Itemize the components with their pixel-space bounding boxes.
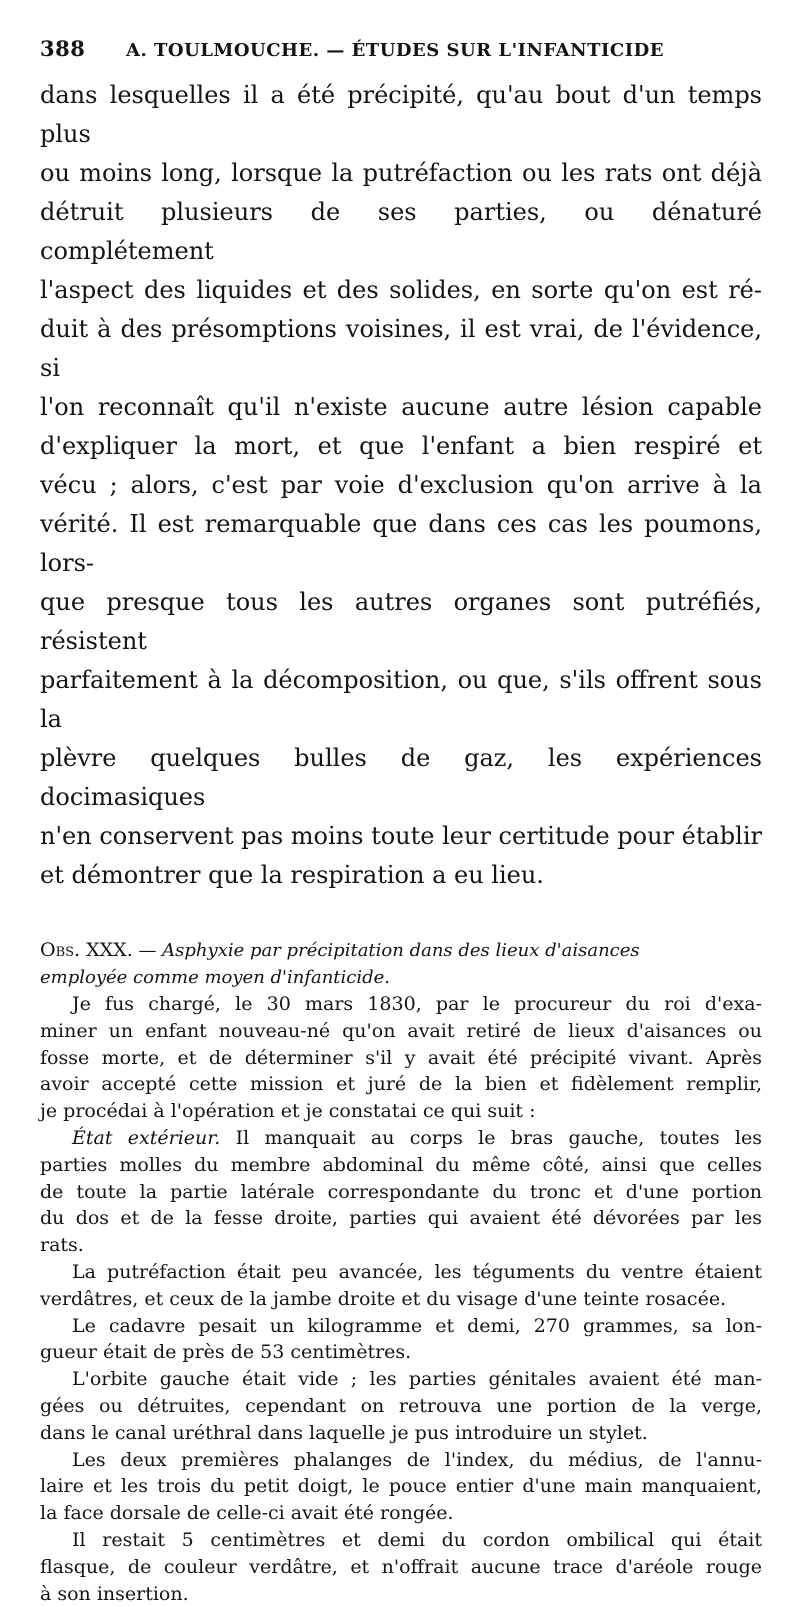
observation-body bbox=[40, 991, 762, 1607]
body-line bbox=[40, 1527, 762, 1554]
body-line-text: flasque, de couleur verdâtre, et n'offrait aucune trace d'aréole rouge bbox=[40, 1555, 762, 1578]
body-line-text: de toute la partie latérale correspondante du tronc et d'une portion bbox=[40, 1180, 762, 1203]
body-line-text: gueur était de près de 53 centimètres. bbox=[40, 1341, 412, 1364]
section-label: État extérieur. bbox=[72, 1126, 221, 1149]
text-line: dans lesquelles il a été précipité, qu'au bout d'un temps plus bbox=[40, 81, 762, 148]
text-line: vécu ; alors, c'est par voie d'exclusion qu'on arrive à la bbox=[40, 471, 762, 499]
body-line bbox=[40, 1071, 762, 1098]
text-line: l'aspect des liquides et des solides, en sorte qu'on est ré- bbox=[40, 276, 762, 304]
body-line bbox=[40, 1286, 762, 1313]
body-line bbox=[40, 1581, 762, 1607]
text-line: parfaitement à la décomposition, ou que, s'ils offrent sous la bbox=[40, 666, 762, 733]
text-line: que presque tous les autres organes sont putréfiés, résistent bbox=[40, 588, 762, 655]
body-line-text: à son insertion. bbox=[40, 1582, 189, 1605]
body-line-text: rats. bbox=[40, 1234, 84, 1257]
text-line: duit à des présomptions voisines, il est vrai, de l'évidence, si bbox=[40, 315, 762, 382]
body-line-text: La putréfaction était peu avancée, les téguments du ventre étaient bbox=[72, 1260, 762, 1283]
body-line bbox=[40, 1339, 762, 1366]
body-line bbox=[40, 1152, 762, 1179]
body-line-text: miner un enfant nouveau-né qu'on avait retiré de lieux d'aisances ou bbox=[40, 1019, 762, 1042]
body-line-text: gées ou détruites, cependant on retrouva une portion de la verge, bbox=[40, 1394, 762, 1417]
body-line-text: la face dorsale de celle-ci avait été rongée. bbox=[40, 1502, 454, 1525]
observation-label: Obs. XXX. bbox=[40, 939, 133, 961]
observation-heading-line bbox=[40, 937, 762, 964]
text-line: n'en conservent pas moins toute leur certitude pour établir bbox=[40, 822, 762, 850]
body-line bbox=[40, 1259, 762, 1286]
observation-title: — Asphyxie par précipitation dans des lieux d'aisances bbox=[132, 940, 640, 961]
text-line: vérité. Il est remarquable que dans ces cas les poumons, lors- bbox=[40, 510, 762, 577]
body-line bbox=[40, 1473, 762, 1500]
body-line bbox=[40, 1018, 762, 1045]
running-header bbox=[40, 36, 762, 76]
body-line bbox=[40, 1232, 762, 1259]
text-line: d'expliquer la mort, et que l'enfant a bien respiré et bbox=[40, 432, 762, 460]
body-line bbox=[40, 1554, 762, 1581]
body-line bbox=[40, 1420, 762, 1447]
body-line bbox=[40, 1393, 762, 1420]
body-line-text: du dos et de la fesse droite, parties qui avaient été dévorées par les bbox=[40, 1207, 762, 1230]
text-line: l'on reconnaît qu'il n'existe aucune autre lésion capable bbox=[40, 393, 762, 421]
page-number: 388 bbox=[40, 36, 86, 61]
body-line bbox=[40, 1447, 762, 1474]
body-line-text: Le cadavre pesait un kilogramme et demi, 270 grammes, sa lon- bbox=[72, 1314, 762, 1337]
continued-paragraph bbox=[40, 76, 762, 895]
body-line-text: avoir accepté cette mission et juré de la bien et fidèlement remplir, bbox=[40, 1073, 762, 1096]
body-line-text: L'orbite gauche était vide ; les parties génitales avaient été man- bbox=[72, 1368, 762, 1391]
body-line bbox=[40, 1366, 762, 1393]
text-line: plèvre quelques bulles de gaz, les expériences docimasiques bbox=[40, 744, 762, 811]
body-line-text: verdâtres, et ceux de la jambe droite et du visage d'une teinte rosacée. bbox=[40, 1287, 727, 1310]
body-line-text: Il manquait au corps le bras gauche, toutes les bbox=[220, 1126, 762, 1149]
body-line-text: fosse morte, et de déterminer s'il y avait été précipité vivant. Après bbox=[40, 1046, 762, 1069]
observation-heading bbox=[40, 937, 762, 991]
body-line bbox=[40, 1045, 762, 1072]
body-line bbox=[40, 1313, 762, 1340]
body-line bbox=[40, 1205, 762, 1232]
body-line-text: Les deux premières phalanges de l'index, du médius, de l'annu- bbox=[72, 1448, 762, 1471]
body-line bbox=[40, 991, 762, 1018]
text-line: détruit plusieurs de ses parties, ou dénaturé complétement bbox=[40, 198, 762, 265]
body-line bbox=[40, 1098, 762, 1125]
body-line-text: dans le canal uréthral dans laquelle je pus introduire un stylet. bbox=[40, 1421, 648, 1444]
text-line: ou moins long, lorsque la putréfaction ou les rats ont déjà bbox=[40, 159, 762, 187]
body-line-text: Il restait 5 centimètres et demi du cordon ombilical qui était bbox=[72, 1528, 762, 1551]
body-line-text: Je fus chargé, le 30 mars 1830, par le procureur du roi d'exa- bbox=[72, 993, 762, 1015]
body-line-text: laire et les trois du petit doigt, le pouce entier d'une main manquaient, bbox=[40, 1475, 762, 1498]
body-line bbox=[40, 1179, 762, 1206]
body-line bbox=[40, 1500, 762, 1527]
body-line bbox=[40, 1125, 762, 1152]
observation-title-continued: employée comme moyen d'infanticide. bbox=[40, 967, 391, 988]
text-line: et démontrer que la respiration a eu lieu. bbox=[40, 861, 544, 889]
body-line-text: parties molles du membre abdominal du même côté, ainsi que celles bbox=[40, 1153, 762, 1176]
body-line-text: je procédai à l'opération et je constatai ce qui suit : bbox=[40, 1100, 536, 1123]
running-title: A. TOULMOUCHE. — ÉTUDES SUR L'INFANTICIDE bbox=[126, 40, 664, 61]
